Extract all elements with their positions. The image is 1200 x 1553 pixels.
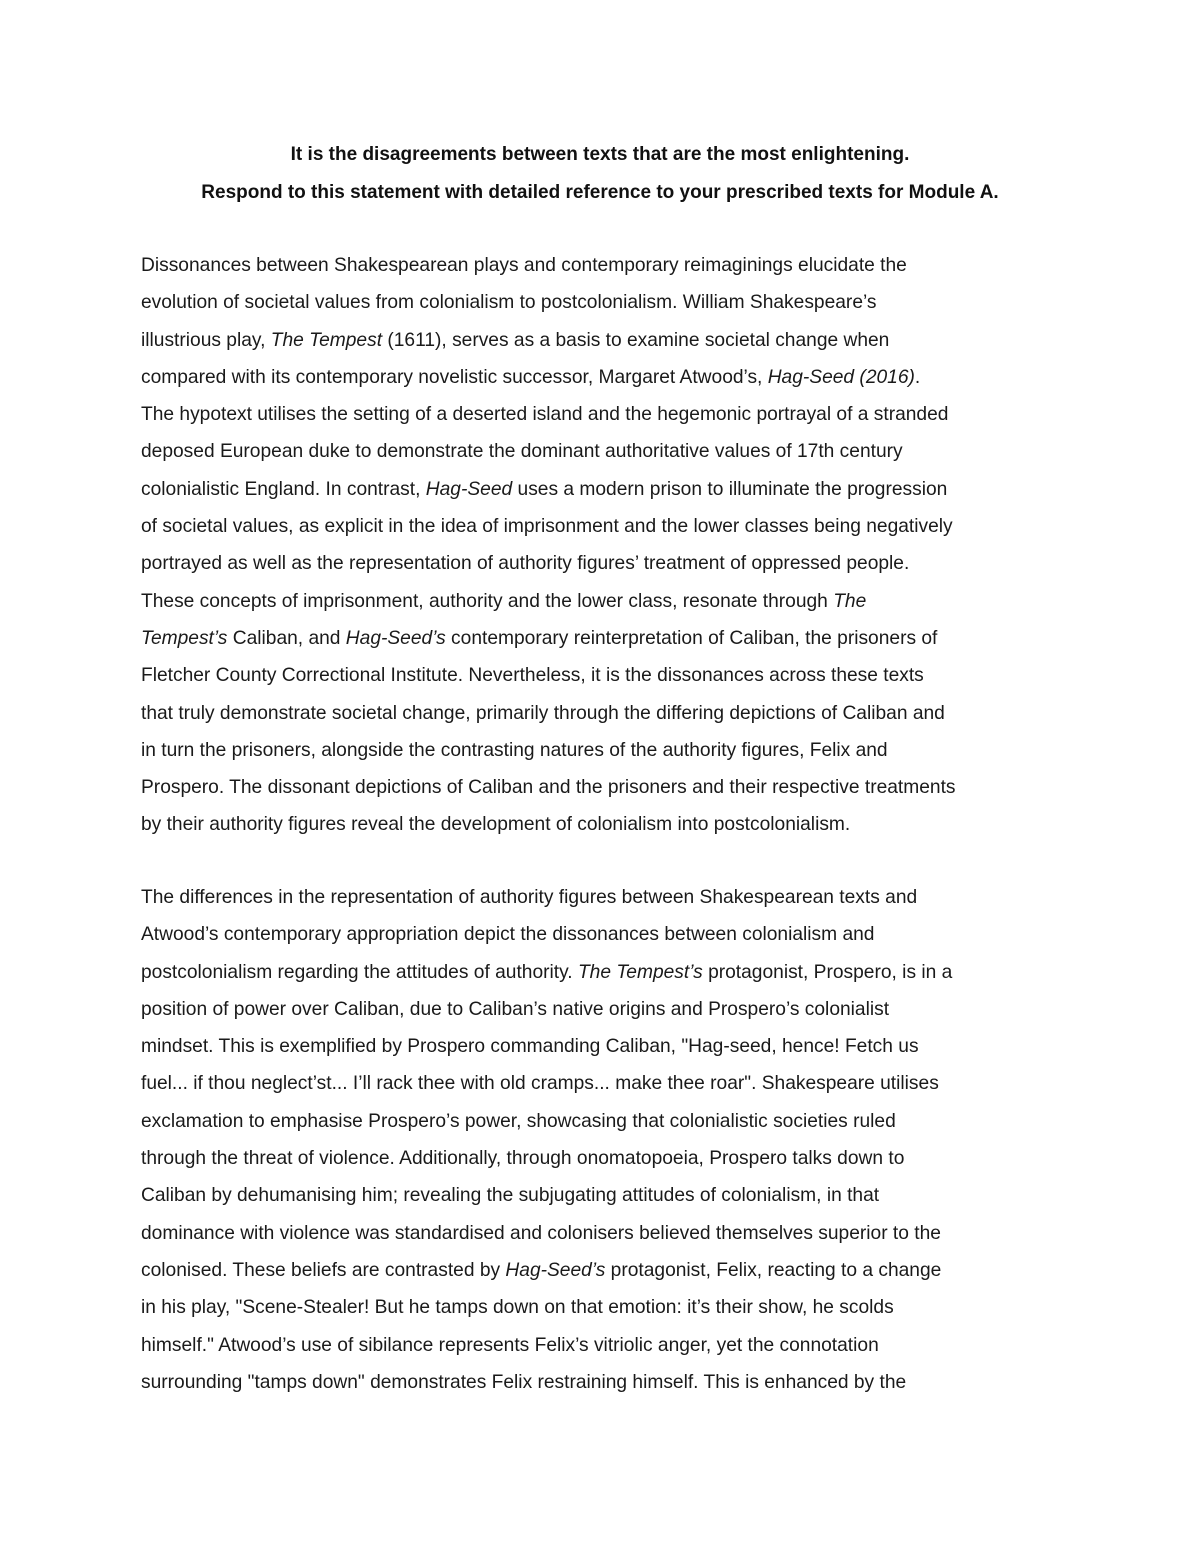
italic-title-run: The Tempest’s — [577, 961, 703, 983]
text-line — [141, 657, 1071, 694]
text-line — [141, 247, 1071, 284]
text-line — [141, 1177, 1071, 1214]
body-paragraph-1 — [141, 247, 1071, 844]
essay-question-line-2: Respond to this statement with detailed reference to your prescribed texts for Module A. — [201, 182, 999, 203]
text-run: in his play, "Scene-Stealer! But he tamps down on that emotion: it’s their show, he scolds — [141, 1297, 894, 1319]
text-run: position of power over Caliban, due to Caliban’s native origins and Prospero’s colonialist — [141, 998, 890, 1020]
text-run: evolution of societal values from colonialism to postcolonialism. William Shakespeare’s — [141, 292, 877, 314]
italic-title-run: Hag-Seed (2016) — [767, 366, 915, 388]
text-line — [141, 433, 1071, 470]
text-run: fuel... if thou neglect’st... I’ll rack thee with old cramps... make thee roar". Shakespeare utilises — [141, 1073, 939, 1095]
text-run: by their authority figures reveal the development of colonialism into postcolonialism. — [141, 814, 851, 836]
text-line — [141, 359, 1071, 396]
italic-title-run: The — [833, 590, 867, 612]
text-line — [141, 471, 1071, 508]
italic-title-run: The Tempest — [270, 329, 383, 351]
text-line — [141, 1327, 1071, 1364]
text-line — [141, 1140, 1071, 1177]
text-run: exclamation to emphasise Prospero’s power, showcasing that colonialistic societies ruled — [141, 1110, 896, 1132]
text-run: illustrious play, — [141, 329, 271, 351]
text-run: colonised. These beliefs are contrasted by — [141, 1259, 506, 1281]
text-line — [141, 620, 1071, 657]
text-run: mindset. This is exemplified by Prospero commanding Caliban, "Hag-seed, hence! Fetch us — [141, 1036, 919, 1058]
text-run: Caliban by dehumanising him; revealing the subjugating attitudes of colonialism, in that — [141, 1185, 880, 1207]
text-run: colonialistic England. In contrast, — [141, 478, 426, 500]
text-run: uses a modern prison to illuminate the progression — [512, 478, 948, 500]
text-run: The differences in the representation of authority figures between Shakespearean texts and — [141, 887, 918, 908]
text-run: compared with its contemporary novelistic successor, Margaret Atwood’s, — [141, 366, 768, 388]
text-line — [141, 1215, 1071, 1252]
text-run: himself." Atwood’s use of sibilance represents Felix’s vitriolic anger, yet the connotation — [141, 1334, 879, 1356]
text-line — [141, 1028, 1071, 1065]
body-paragraph-2 — [141, 879, 1071, 1401]
text-line — [141, 322, 1071, 359]
text-line — [141, 991, 1071, 1028]
text-run: These concepts of imprisonment, authority and the lower class, resonate through — [141, 590, 834, 612]
italic-title-run: Hag-Seed — [425, 478, 513, 500]
text-run: protagonist, Prospero, is in a — [702, 961, 953, 983]
italic-title-run: Hag-Seed’s — [505, 1259, 606, 1281]
text-run: Fletcher County Correctional Institute. Nevertheless, it is the dissonances across these texts — [141, 665, 924, 687]
text-line — [141, 806, 1071, 843]
text-line — [141, 916, 1071, 953]
text-line — [141, 1252, 1071, 1289]
text-run: Atwood’s contemporary appropriation depict the dissonances between colonialism and — [141, 924, 875, 946]
text-run: portrayed as well as the representation of authority figures’ treatment of oppressed people. — [141, 553, 910, 575]
text-run: Caliban, and — [227, 627, 346, 649]
text-run: surrounding "tamps down" demonstrates Felix restraining himself. This is enhanced by the — [141, 1371, 907, 1393]
text-line — [141, 284, 1071, 321]
text-run: (1611), serves as a basis to examine societal change when — [382, 329, 890, 351]
text-run: deposed European duke to demonstrate the dominant authoritative values of 17th century — [141, 441, 903, 463]
text-line — [141, 1364, 1071, 1401]
italic-title-run: Tempest’s — [141, 627, 228, 649]
text-line — [141, 879, 1071, 916]
text-line — [141, 695, 1071, 732]
italic-title-run: Hag-Seed’s — [345, 627, 446, 649]
text-line — [141, 508, 1071, 545]
text-run: contemporary reinterpretation of Caliban, the prisoners of — [445, 627, 938, 649]
text-run: that truly demonstrate societal change, primarily through the differing depictions of Caliban and — [141, 702, 945, 724]
text-run: of societal values, as explicit in the idea of imprisonment and the lower classes being negatively — [141, 516, 953, 538]
text-line — [141, 732, 1071, 769]
essay-question-line-1: It is the disagreements between texts that are the most enlightening. — [290, 144, 910, 165]
text-line — [141, 396, 1071, 433]
text-line — [141, 1065, 1071, 1102]
text-run: in turn the prisoners, alongside the contrasting natures of the authority figures, Felix and — [141, 739, 888, 761]
text-run: The hypotext utilises the setting of a deserted island and the hegemonic portrayal of a stranded — [141, 404, 949, 426]
text-run: Dissonances between Shakespearean plays and contemporary reimaginings elucidate the — [141, 255, 907, 276]
text-line — [141, 769, 1071, 806]
text-line — [141, 583, 1071, 620]
text-line — [141, 545, 1071, 582]
text-run: . — [914, 366, 921, 388]
text-run: dominance with violence was standardised and colonisers believed themselves superior to the — [141, 1222, 941, 1244]
text-run: postcolonialism regarding the attitudes of authority. — [141, 961, 578, 983]
text-run: protagonist, Felix, reacting to a change — [605, 1259, 942, 1281]
text-run: Prospero. The dissonant depictions of Caliban and the prisoners and their respective treatments — [141, 777, 956, 799]
text-line — [141, 954, 1071, 991]
text-line — [141, 1289, 1071, 1326]
text-run: through the threat of violence. Additionally, through onomatopoeia, Prospero talks down to — [141, 1148, 905, 1170]
text-line — [141, 1103, 1071, 1140]
